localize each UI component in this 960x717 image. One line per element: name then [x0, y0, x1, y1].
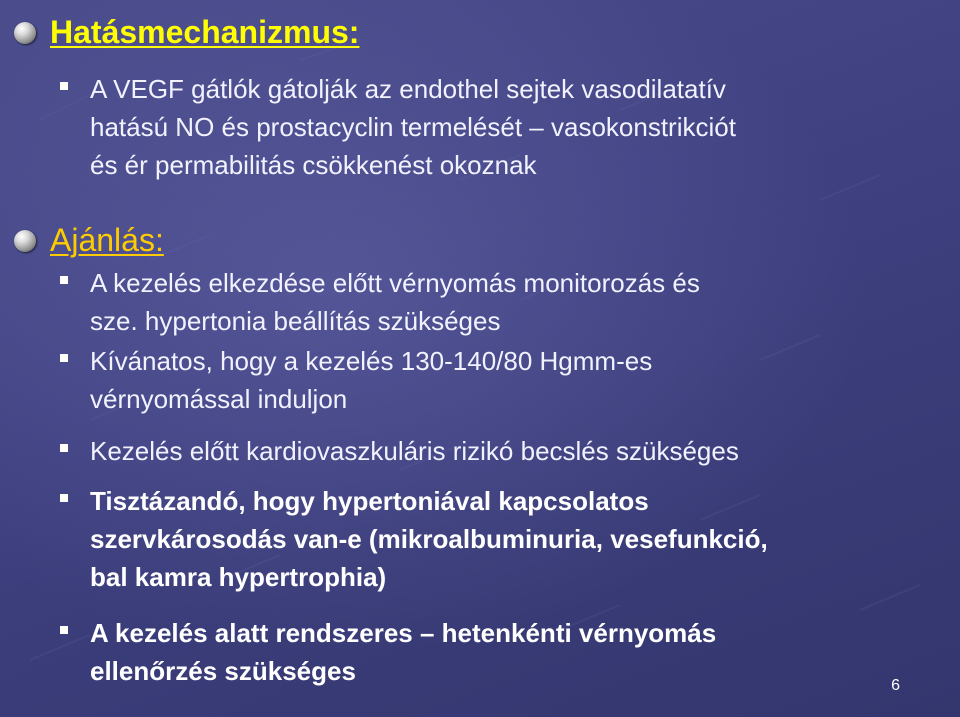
page-number: 6 — [891, 677, 900, 694]
bullet-monitoring — [60, 264, 940, 340]
square-bullet-icon — [60, 82, 68, 90]
bullet-organ-damage — [60, 482, 940, 596]
square-bullet-icon — [60, 354, 68, 362]
bullet-weekly-check — [60, 614, 940, 690]
bullet-vegf-text: A VEGF gátlók gátolják az endothel sejtek vasodilatatív hatású NO és prostacyclin termelését – vasokonstrikciót és ér permabilitás csökkenést okoznak — [90, 74, 736, 180]
bullet-target-bp-text: Kívánatos, hogy a kezelés 130-140/80 Hgmm-es vérnyomással induljon — [90, 346, 653, 414]
bullet-monitoring-text: A kezelés elkezdése előtt vérnyomás monitorozás és sze. hypertonia beállítás szükséges — [90, 268, 700, 336]
heading-mechanism-label: Hatásmechanizmus: — [50, 14, 360, 50]
bullet-cv-risk — [60, 432, 940, 470]
square-bullet-icon — [60, 444, 68, 452]
heading-mechanism — [14, 14, 359, 51]
square-bullet-icon — [60, 494, 68, 502]
bullet-orb-icon — [14, 22, 36, 44]
bullet-target-bp — [60, 342, 940, 418]
heading-recommendation — [14, 222, 164, 259]
bullet-cv-risk-text: Kezelés előtt kardiovaszkuláris rizikó becslés szükséges — [90, 436, 739, 466]
bullet-vegf — [60, 70, 940, 184]
square-bullet-icon — [60, 276, 68, 284]
square-bullet-icon — [60, 626, 68, 634]
bullet-organ-damage-text: Tisztázandó, hogy hypertoniával kapcsolatos szervkárosodás van-e (mikroalbuminuria, vesefunkció, bal kamra hypertrophia) — [90, 486, 768, 592]
bullet-weekly-check-text: A kezelés alatt rendszeres – hetenkénti vérnyomás ellenőrzés szükséges — [90, 618, 717, 686]
heading-recommendation-label: Ajánlás: — [50, 222, 164, 258]
bullet-orb-icon — [14, 230, 36, 252]
